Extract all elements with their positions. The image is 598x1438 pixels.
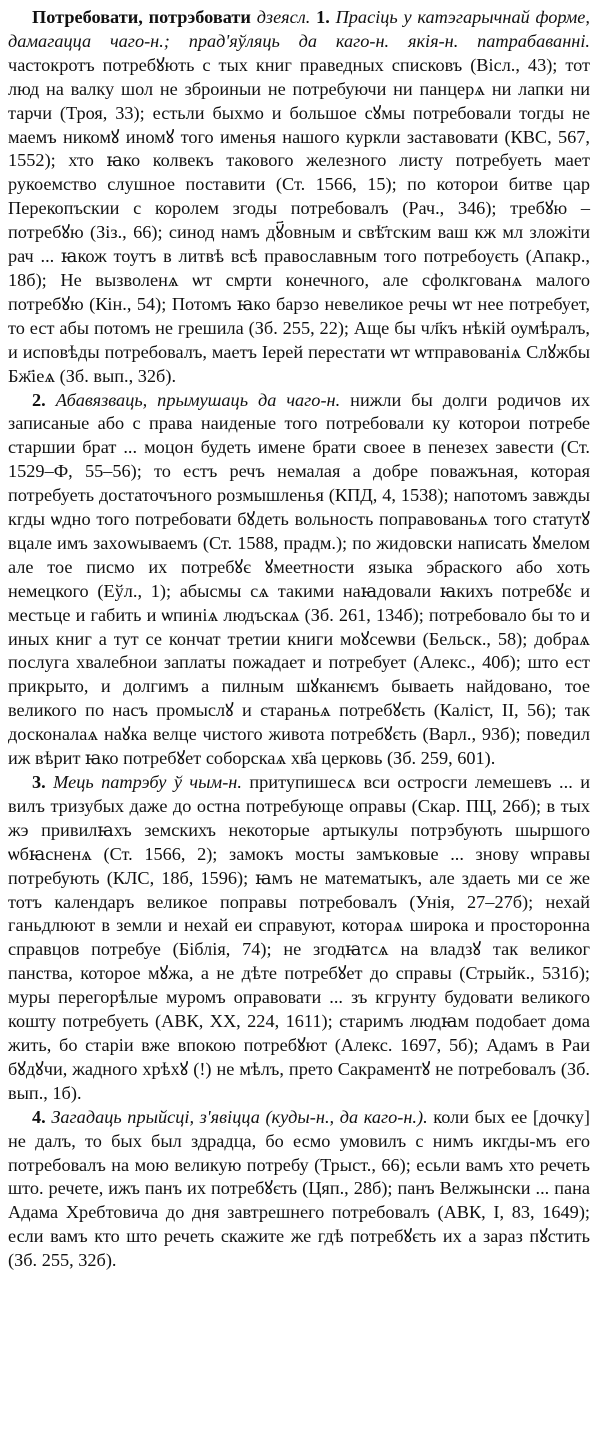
part-of-speech: дзеясл.	[256, 7, 311, 27]
sense-citations: коли бых ее [дочку] не далъ, то бых был здрадца, бо есмо умовилъ с нимъ икгды-мъ его потребовалъ на мою великую потребу (Трыст., 66); есьли вамъ хто речеть што. речете, ижъ панъ их потребꙋєть (Цяп., 28б); панъ Велжынски ... пана Адама Хребтовича до дня завтрешнего потребовалъ (АВК, I, 83, 1649); если вамъ кто што речеть скажите же гдѣ потребꙋєть их а зараз пꙋстить (Зб. 255, 32б).	[8, 1106, 591, 1271]
sense-number: 1.	[316, 7, 330, 27]
sense-definition: Мець патрэбу ў чым-н.	[53, 772, 242, 792]
sense-number: 4.	[32, 1106, 46, 1127]
sense-number: 3.	[32, 772, 46, 792]
sense-definition: Прасіць у катэгарычнай форме, дамагацца чаго-н.; прад'яўляць да каго-н. якія-н. патрабаванні.	[8, 7, 590, 51]
sense-3	[8, 771, 590, 1106]
sense-1	[8, 6, 590, 389]
sense-2	[8, 389, 590, 772]
sense-citations: частокротъ потребꙋють с тых книг праведных списковъ (Вісл., 43); тот люд на валку шол не зброиныи не потребуючи ни панцерѧ ни лапки ни тарчи (Троя, 33); естьли быхмо и большое сꙋмы потребовали тогды не маемъ никомꙋ иномꙋ того именья нашого куркли заставовати (КВС, 567, 1552); хто ꙗко колвекъ такового железного листу потребуеть мает рукоемство слушное поставити (Ст. 1566, 15); по которои битве цар Перекопъскии с королем згоды потребовалъ (Рач., 346); требꙋю – потребꙋю (Зіз., 66); синод намъ дꙋ҃овным и свѣ҃тским ваш кж мл зложіти рач ... ꙗкож тоутъ в литвѣ всѣ православным того потребоуєть (Апакр., 18б); Не вызволенѧ ѡт смрти конечного, але сфолкгованѧ малого потребꙋю (Кін., 54); Потомъ ꙗко барзо невеликое речы ѡт нее потребует, то ест абы потомъ не грешила (Зб. 255, 22); Аще бы чл҃къ нѣкій оумѣралъ, и исповѣды потребовалъ, маетъ Іерей перестати ѡт ѡтправованіѧ Слꙋжбы Бж҃іеѧ (Зб. вып., 32б).	[8, 54, 590, 386]
sense-number: 2.	[32, 389, 46, 410]
sense-citations: нижли бы долги родичов их записаные або с права наиденые того потребовали ку которои потребе старшии брат ... моцон будеть имене брати своее в пенезех завести (Ст. 1529–Ф, 55–56); то естъ речъ немалая а добре поважъная, которая потребуеть достаточъного розмышленья (КПД, 4, 1538); напотомъ завжды кгды ѡдно того потребовати бꙋдеть вольность поправованьѧ того статутꙋ вцале имъ захowываемъ (Ст. 1588, прадм.); по жидовски написать ꙋмелом але тое писмо их потребꙋє ꙋмеетности языка эбраского або хоть немецкого (Еўл., 1); абысмы сѧ такими наꙗдовали ꙗкихъ потребꙋє и местьце и габить и ѡпиніѧ людъскаѧ (Зб. 261, 134б); потребовало бы то и иных книг а тут се кончат третии книги моꙋсеѡви (Бельск., 58); добраѧ послуга хвалебнои заплаты пожадает и потребует (Алекс., 40б); што ест прикрыто, и долгимъ а пилным шꙋканѥмъ бываеть найдовано, тое великого по насъ промыслꙋ и стараньѧ потребꙋєть (Каліст, II, 56); так досконалаѧ наꙋка велце чистого живота потребꙋєть (Варл., 93б); поведил иж вѣрит ꙗко потребꙋет соборскаѧ хв҃а церковь (Зб. 259, 601).	[8, 389, 591, 769]
headword: Потребовати, потрэбовати	[32, 7, 251, 27]
sense-4	[8, 1106, 590, 1273]
sense-definition: Абавязваць, прымушаць да чаго-н.	[55, 389, 341, 410]
sense-definition: Загадаць прыйсці, з'явіцца (куды-н., да каго-н.).	[51, 1106, 428, 1127]
sense-citations: притупишесѧ вси остросги лемешевъ ... и вилъ тризубых даже до остна потребующе оправы (Скар. ПЦ, 26б); в тых жэ привилꙗхъ земскихъ некоторые артыкулы потрэбують шыршого ѡбꙗсненѧ (Ст. 1566, 2); замокъ мосты замъковые ... знову ѡправы потребують (КЛС, 18б, 1596); ꙗмъ не математыкъ, але здаеть ми се же тотъ календаръ великое поправы потребовалъ (Унія, 27–27б); нехай ганьдлюют в земли и нехай еи справуют, котораѧ широка и просторонна справцов потребуе (Біблія, 74); не згодꙗтсѧ на владзꙋ так великог панства, которое мꙋжа, а не дѣте потребꙋет до справы (Стрыйк., 531б); муры перегорѣлые муромъ оправовати ... зъ кгрунту будовати великого кошту потребуеть (АВК, XX, 224, 1611); старимъ людꙗм подобает дома жить, бо старіи вже впокою потребꙋют (Алекс. 1697, 5б); Адамъ в Раи бꙋдꙋчи, жадного хрѣхꙋ (!) не мѣлъ, прето Сакраментꙋ не потребовалъ (Зб. вып., 1б).	[8, 772, 590, 1103]
